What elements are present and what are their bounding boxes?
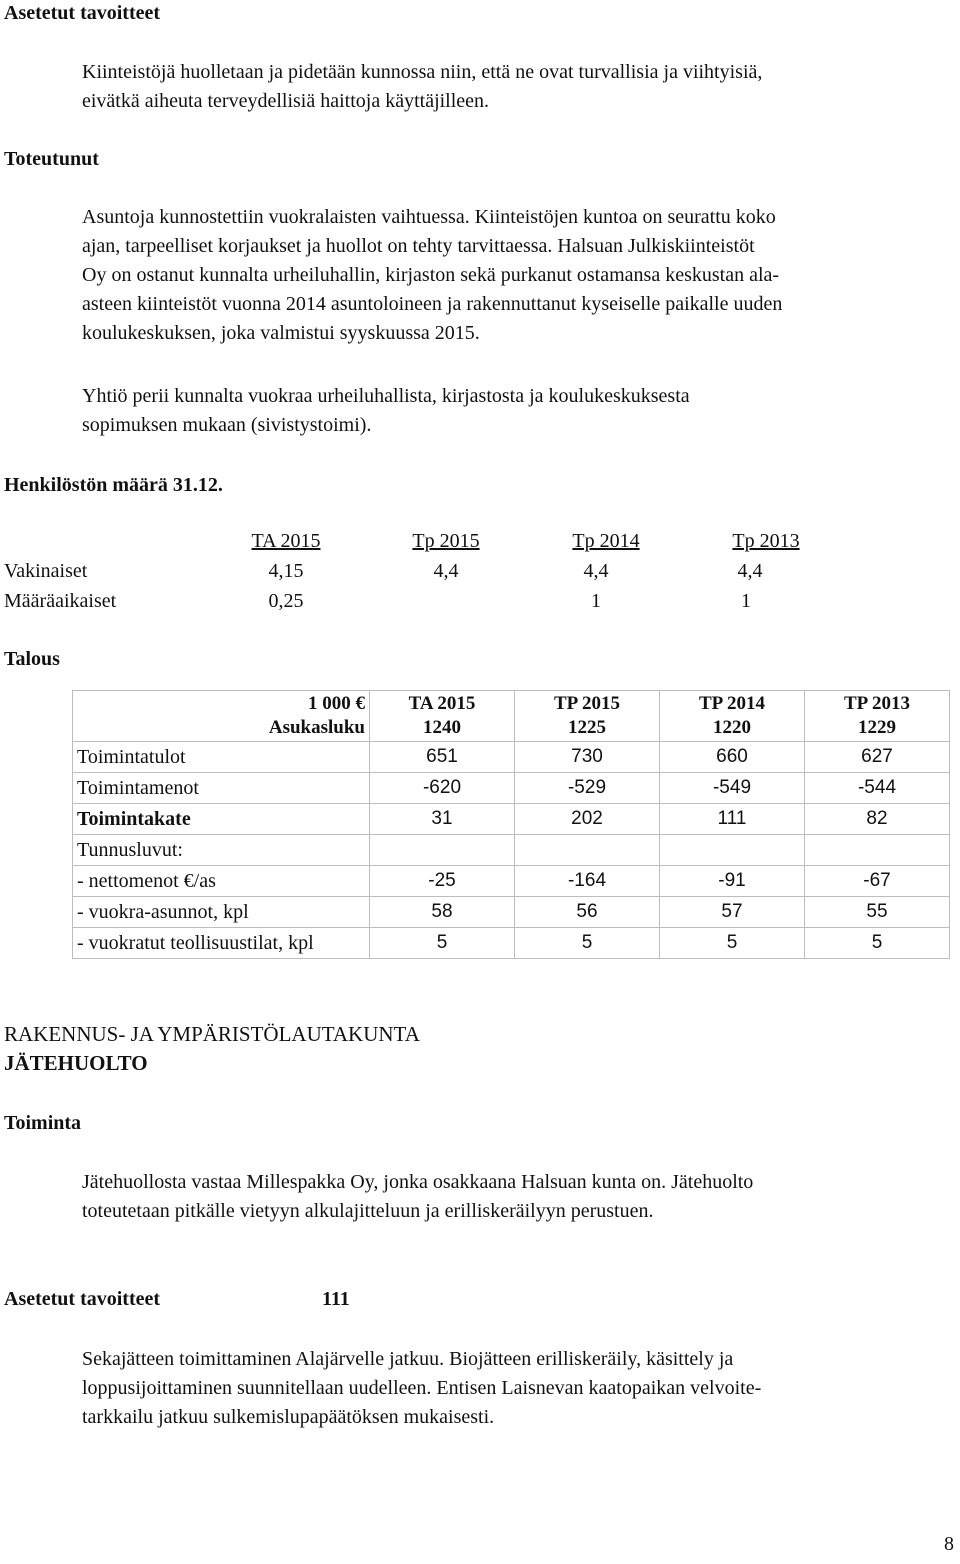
staff-row-label: Vakinaiset — [4, 560, 88, 582]
table-row — [73, 897, 950, 928]
table-cell: 5 — [805, 928, 950, 959]
text-line: toteutetaan pitkälle vietyyn alkulajitteluun ja erilliskeräilyyn perustuen. — [82, 1200, 654, 1222]
column-header — [515, 691, 660, 742]
text-line: Yhtiö perii kunnalta vuokraa urheiluhallista, kirjastosta ja koulukeskuksesta — [82, 385, 690, 407]
table-cell — [805, 835, 950, 866]
table-cell: 5 — [660, 928, 805, 959]
column-population: 1229 — [858, 717, 896, 738]
text-line: eivätkä aiheuta terveydellisiä haittoja käyttäjilleen. — [82, 90, 490, 112]
table-cell: -549 — [660, 773, 805, 804]
text-line: Oy on ostanut kunnalta urheiluhallin, kirjaston sekä purkanut ostamansa keskustan ala- — [82, 264, 780, 286]
table-cell — [515, 835, 660, 866]
table-cell: 660 — [660, 742, 805, 773]
toteutunut-heading: Toteutunut — [4, 148, 99, 170]
table-cell: -164 — [515, 866, 660, 897]
column-population: 1225 — [568, 717, 606, 738]
asetetut-heading: Asetetut tavoitteet — [4, 1288, 161, 1310]
department-title: RAKENNUS- JA YMPÄRISTÖLAUTAKUNTA — [4, 1022, 420, 1046]
staff-row-label: Määräaikaiset — [4, 590, 117, 612]
table-cell: 31 — [370, 804, 515, 835]
column-title: TA 2015 — [408, 693, 476, 714]
unit-cell — [73, 691, 370, 742]
table-cell — [660, 835, 805, 866]
row-label: - nettomenot €/as — [73, 866, 370, 897]
table-cell: 651 — [370, 742, 515, 773]
table-cell: -529 — [515, 773, 660, 804]
text-line: tarkkailu jatkuu sulkemislupapäätöksen mukaisesti. — [82, 1406, 495, 1428]
table-cell: 56 — [515, 897, 660, 928]
toteutunut-paragraph — [82, 203, 958, 348]
text-line: loppusijoittaminen suunnitellaan uudelleen. Entisen Laisnevan kaatopaikan velvoite- — [82, 1377, 762, 1399]
table-cell: 82 — [805, 804, 950, 835]
table-cell: 111 — [660, 804, 805, 835]
staff-cell: 4,4 — [737, 560, 763, 582]
table-row — [73, 835, 950, 866]
table-cell — [370, 835, 515, 866]
table-cell: -544 — [805, 773, 950, 804]
column-title: TP 2015 — [554, 693, 620, 714]
table-cell: 627 — [805, 742, 950, 773]
column-header — [660, 691, 805, 742]
finance-table — [72, 690, 950, 959]
text-line: Kiinteistöjä huolletaan ja pidetään kunnossa niin, että ne ovat turvallisia ja viihtyisiä, — [82, 61, 763, 83]
staff-cell: 4,15 — [268, 560, 304, 582]
column-header — [805, 691, 950, 742]
table-row — [73, 804, 950, 835]
staff-col-header: Tp 2014 — [572, 530, 640, 552]
text-line: Asuntoja kunnostettiin vuokralaisten vaihtuessa. Kiinteistöjen kuntoa on seurattu koko — [82, 206, 776, 228]
column-header — [370, 691, 515, 742]
column-title: TP 2013 — [844, 693, 910, 714]
table-header-row — [73, 691, 950, 742]
asetetut-paragraph — [82, 58, 958, 116]
staff-cell: 1 — [591, 590, 601, 612]
table-row — [73, 742, 950, 773]
asetetut-paragraph — [82, 1345, 958, 1432]
staff-cell: 4,4 — [583, 560, 609, 582]
finance-heading: Talous — [4, 648, 60, 670]
section-title: JÄTEHUOLTO — [4, 1051, 148, 1075]
row-label: Toimintamenot — [73, 773, 370, 804]
table-cell: -67 — [805, 866, 950, 897]
table-cell: -620 — [370, 773, 515, 804]
table-cell: 58 — [370, 897, 515, 928]
staff-cell: 1 — [741, 590, 751, 612]
table-row — [73, 773, 950, 804]
row-label: Toimintatulot — [73, 742, 370, 773]
staff-col-header: TA 2015 — [251, 530, 321, 552]
row-label: Tunnusluvut: — [73, 835, 370, 866]
table-cell: -91 — [660, 866, 805, 897]
column-title: TP 2014 — [699, 693, 765, 714]
staff-cell: 4,4 — [433, 560, 459, 582]
table-cell: 202 — [515, 804, 660, 835]
staff-heading: Henkilöstön määrä 31.12. — [4, 474, 223, 496]
toiminta-paragraph — [82, 1168, 958, 1226]
table-cell: 57 — [660, 897, 805, 928]
toiminta-heading: Toiminta — [4, 1112, 82, 1134]
column-population: 1240 — [423, 717, 461, 738]
row-label: - vuokratut teollisuustilat, kpl — [73, 928, 370, 959]
text-line: koulukeskuksen, joka valmistui syyskuussa 2015. — [82, 322, 480, 344]
staff-cell: 0,25 — [268, 590, 304, 612]
page-number: 8 — [944, 1533, 954, 1555]
row-label: Toimintakate — [73, 804, 370, 835]
text-line: Sekajätteen toimittaminen Alajärvelle jatkuu. Biojätteen erilliskeräily, käsittely ja — [82, 1348, 734, 1370]
table-cell: 730 — [515, 742, 660, 773]
row-label: - vuokra-asunnot, kpl — [73, 897, 370, 928]
table-cell: 5 — [515, 928, 660, 959]
table-cell: 55 — [805, 897, 950, 928]
text-line: Jätehuollosta vastaa Millespakka Oy, jonka osakkaana Halsuan kunta on. Jätehuolto — [82, 1171, 754, 1193]
population-label: Asukasluku — [268, 717, 365, 738]
table-cell: 5 — [370, 928, 515, 959]
text-line: ajan, tarpeelliset korjaukset ja huollot on tehty tarvittaessa. Halsuan Julkiskiinteistöt — [82, 235, 755, 257]
asetetut-heading: Asetetut tavoitteet — [4, 2, 161, 24]
unit-label: 1 000 € — [308, 693, 365, 714]
table-row — [73, 866, 950, 897]
staff-col-header: Tp 2015 — [412, 530, 480, 552]
column-population: 1220 — [713, 717, 751, 738]
text-line: asteen kiinteistöt vuonna 2014 asuntoloineen ja rakennuttanut kyseiselle paikalle uuden — [82, 293, 783, 315]
asetetut-code: 111 — [322, 1288, 350, 1310]
yhtio-paragraph — [82, 382, 958, 440]
table-cell: -25 — [370, 866, 515, 897]
table-row — [73, 928, 950, 959]
staff-col-header: Tp 2013 — [732, 530, 800, 552]
text-line: sopimuksen mukaan (sivistystoimi). — [82, 414, 372, 436]
